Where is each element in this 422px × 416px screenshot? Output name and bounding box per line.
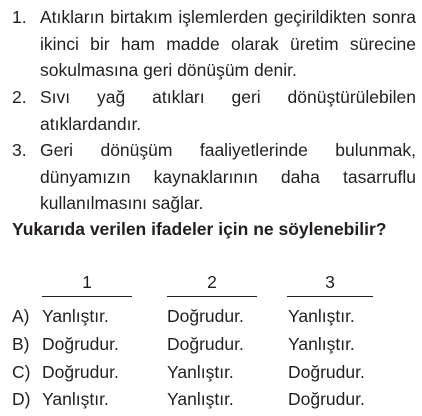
option-letter: C) <box>12 362 31 382</box>
statement-text: Geri dönüşüm faaliyetlerinde bulunmak, dünyamızın kaynaklarının daha tasarruflu kullanılmasını sağlar. <box>40 140 416 213</box>
column-divider-2 <box>167 296 257 297</box>
column-header-2: 2 <box>207 272 217 292</box>
option-letter: B) <box>12 334 30 354</box>
option-value-1: Doğrudur. <box>42 334 119 354</box>
option-value-2: Yanlıştır. <box>167 362 234 382</box>
option-value-3: Doğrudur. <box>288 362 365 382</box>
statement-number: 2. <box>12 87 27 107</box>
statement-1 <box>12 4 416 84</box>
statement-number: 3. <box>12 140 27 160</box>
option-value-3: Yanlıştır. <box>288 334 355 354</box>
statement-text: Atıkların birtakım işlemlerden geçirildikten sonra ikinci bir ham madde olarak üretim sürecine sokulmasına geri dönüşüm denir. <box>40 7 416 80</box>
option-c[interactable] <box>12 362 416 388</box>
option-b[interactable] <box>12 334 416 360</box>
option-value-2: Doğrudur. <box>167 306 244 326</box>
statement-text: Sıvı yağ atıkları geri dönüştürülebilen atıklardandır. <box>40 87 416 134</box>
option-value-3: Yanlıştır. <box>288 306 355 326</box>
option-letter: A) <box>12 306 30 326</box>
column-header-3: 3 <box>325 272 335 292</box>
option-letter: D) <box>12 389 31 409</box>
column-divider-3 <box>287 296 373 297</box>
column-divider-1 <box>42 296 132 297</box>
option-d[interactable] <box>12 389 416 415</box>
option-value-1: Yanlıştır. <box>42 306 109 326</box>
option-value-2: Yanlıştır. <box>167 389 234 409</box>
question-text: Yukarıda verilen ifadeler için ne söylenebilir? <box>12 219 387 239</box>
option-value-2: Doğrudur. <box>167 334 244 354</box>
option-value-3: Doğrudur. <box>288 389 365 409</box>
option-value-1: Yanlıştır. <box>42 389 109 409</box>
statement-3 <box>12 137 416 217</box>
statement-2 <box>12 84 416 137</box>
option-a[interactable] <box>12 306 416 332</box>
column-header-1: 1 <box>82 272 92 292</box>
statement-number: 1. <box>12 7 27 27</box>
option-value-1: Doğrudur. <box>42 362 119 382</box>
